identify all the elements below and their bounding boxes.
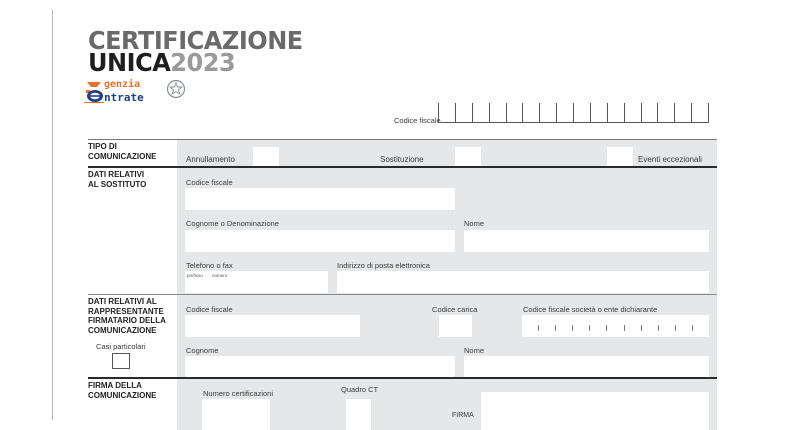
sostituto-email-input[interactable] <box>337 271 709 293</box>
rappresentante-nome-label: Nome <box>464 346 485 355</box>
annullamento-label: Annullamento <box>186 155 235 164</box>
form-title-unica <box>88 48 236 77</box>
title-unica-text: UNICA <box>88 48 171 77</box>
agenzia-entrate-mark-icon <box>84 81 104 103</box>
section-title-line: FIRMA DELLA <box>88 381 142 390</box>
sostituto-telefono-label: Telefono o fax <box>186 261 233 270</box>
section-title-line: DATI RELATIVI AL <box>88 297 157 306</box>
section-title-line: FIRMATARIO DELLA <box>88 316 166 325</box>
logo-line-agenzia: genzia <box>104 79 141 90</box>
form-title-certificazione: CERTIFICAZIONE <box>88 26 303 55</box>
cf-societa-label: Codice fiscale società o ente dichiarante <box>523 305 658 314</box>
section-title-rappresentante <box>88 297 166 335</box>
italian-republic-emblem-icon <box>166 79 186 101</box>
sostituzione-checkbox[interactable] <box>455 147 481 166</box>
rappresentante-codice-fiscale-label: Codice fiscale <box>186 305 233 314</box>
firma-label: FIRMA <box>452 412 474 419</box>
casi-particolari-checkbox[interactable] <box>112 353 130 369</box>
section-title-line: AL SOSTITUTO <box>88 179 147 189</box>
section-title-line: COMUNICAZIONE <box>88 325 157 335</box>
numero-certificazioni-label: Numero certificazioni <box>203 389 274 398</box>
section-title-line: COMUNICAZIONE <box>88 151 157 161</box>
sostituto-email-label: Indirizzo di posta elettronica <box>337 261 430 270</box>
sostituto-telefono-input[interactable] <box>185 271 328 293</box>
eventi-eccezionali-checkbox[interactable] <box>607 147 633 166</box>
section-title-firma <box>88 381 156 400</box>
codice-carica-input[interactable] <box>439 315 472 337</box>
sostituto-codice-fiscale-label: Codice fiscale <box>186 178 233 187</box>
eventi-eccezionali-label: Eventi eccezionali <box>638 155 703 164</box>
section-title-sostituto <box>88 170 146 189</box>
section-title-line: COMUNICAZIONE <box>88 390 157 400</box>
codice-carica-label: Codice carica <box>432 305 478 314</box>
casi-particolari-label: Casi particolari <box>96 342 146 351</box>
rappresentante-nome-input[interactable] <box>464 356 709 377</box>
annullamento-checkbox[interactable] <box>253 147 279 166</box>
logo-line-entrate: ntrate <box>104 91 144 104</box>
firma-signature-field[interactable] <box>481 392 709 430</box>
rappresentante-cognome-input[interactable] <box>185 356 455 377</box>
rappresentante-cognome-label: Cognome <box>186 346 219 355</box>
header-codice-fiscale-label: Codice fiscale <box>394 116 441 125</box>
quadro-ct-checkbox[interactable] <box>346 399 371 430</box>
telefono-numero-label: numero <box>212 273 228 278</box>
telefono-prefisso-label: prefisso <box>187 273 203 278</box>
numero-certificazioni-input[interactable] <box>202 399 270 430</box>
agenzia-entrate-logo <box>84 79 194 105</box>
quadro-ct-label: Quadro CT <box>341 385 379 394</box>
rappresentante-codice-fiscale-input[interactable] <box>185 315 360 337</box>
sostituto-codice-fiscale-input[interactable] <box>185 188 455 210</box>
section-title-line: TIPO DI <box>88 142 117 151</box>
sostituzione-label: Sostituzione <box>380 155 424 164</box>
title-year: 2023 <box>170 48 236 77</box>
section-title-line: DATI RELATIVI <box>88 170 145 179</box>
agenzia-entrate-wordmark <box>104 79 144 103</box>
page-margin-rule <box>52 10 53 420</box>
section-title-tipo-comunicazione <box>88 142 156 161</box>
sostituto-cognome-label: Cognome o Denominazione <box>186 219 279 228</box>
sostituto-nome-label: Nome <box>464 219 485 228</box>
sostituto-cognome-input[interactable] <box>185 230 455 252</box>
sostituto-nome-input[interactable] <box>464 230 709 252</box>
header-codice-fiscale-input[interactable] <box>438 103 709 123</box>
section-title-line: RAPPRESENTANTE <box>88 306 164 316</box>
cf-societa-input[interactable] <box>522 315 709 337</box>
